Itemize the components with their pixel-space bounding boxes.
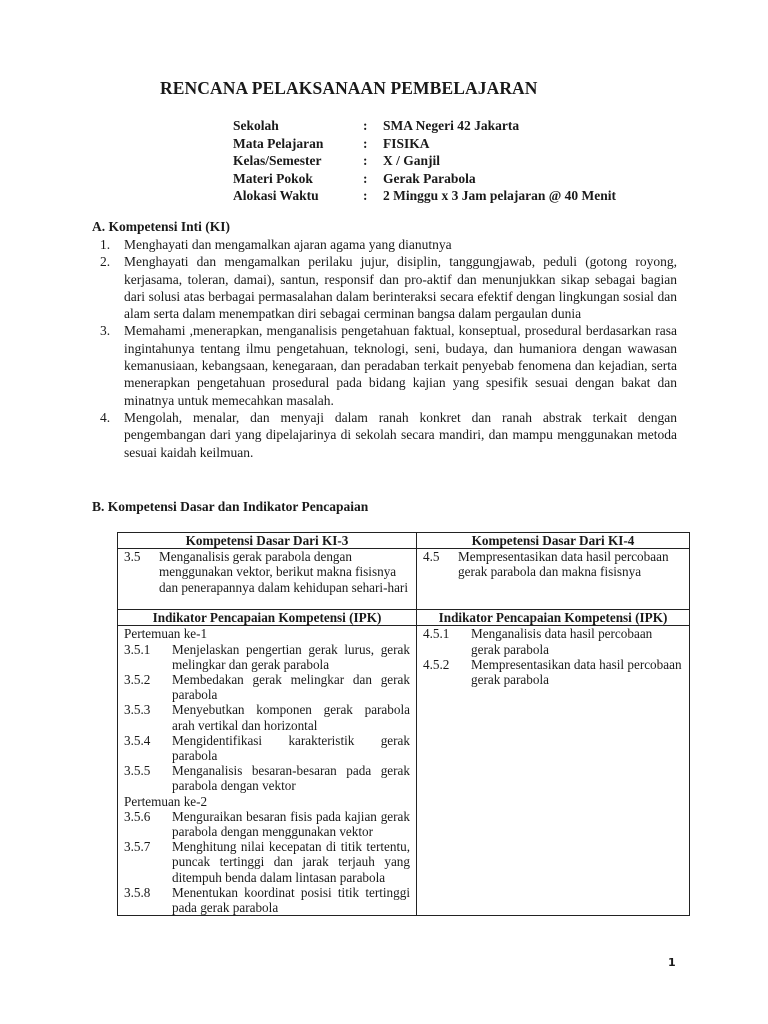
ipk-item xyxy=(423,657,683,687)
ipk-item xyxy=(124,733,410,763)
ipk4-cell xyxy=(417,626,690,916)
ipk-item xyxy=(124,672,410,702)
ki-text: Menghayati dan mengamalkan ajaran agama yang dianutnya xyxy=(124,237,452,252)
meta-colon: : xyxy=(363,170,368,186)
page-number: 1 xyxy=(668,956,676,969)
meta-label: Kelas/Semester xyxy=(233,153,322,169)
ki-number: 4. xyxy=(100,409,111,425)
meta-colon: : xyxy=(363,118,368,133)
kd3-cell xyxy=(118,549,417,610)
meta-colon: : xyxy=(363,135,368,151)
ipk-item xyxy=(124,642,410,672)
document-title: RENCANA PELAKSANAAN PEMBELAJARAN xyxy=(160,78,538,98)
ki-text: Memahami ,menerapkan, menganalisis pengetahuan faktual, konseptual, prosedural berdasarkan rasa ingintahunya tentang ilmu pengetahuan, teknologi, seni, budaya, dan humaniora dengan wawasan kemanusiaan, kebangsaan, kenegaraan, dan peradaban terkait penyebab fenomena dan kejadian, serta menerapkan pengetahuan prosedural pada bidang kajian yang spesifik sesuai dengan bakat dan minatnya untuk memecahkan masalah. xyxy=(124,323,677,408)
ki-item xyxy=(100,322,677,408)
document-meta xyxy=(233,117,616,205)
ipk-item xyxy=(423,626,683,656)
ki-list xyxy=(100,236,677,461)
meta-label: Materi Pokok xyxy=(233,170,313,186)
meta-label: Mata Pelajaran xyxy=(233,135,324,151)
ipk-item xyxy=(124,809,410,839)
kd-text: Mempresentasikan data hasil percobaan gerak parabola dan makna fisisnya xyxy=(458,549,669,580)
meta-value: X / Ganjil xyxy=(383,153,441,169)
ipk-item xyxy=(124,839,410,885)
ipk-text: Menganalisis data hasil percobaan gerak parabola xyxy=(471,626,653,657)
meeting-label: Pertemuan ke-1 xyxy=(124,626,208,642)
kd3-header: Kompetensi Dasar Dari KI-3 xyxy=(118,533,417,549)
meta-row-class xyxy=(233,152,616,170)
ipk-text: Membedakan gerak melingkar dan gerak parabola xyxy=(172,672,410,703)
ipk-header-row xyxy=(118,610,690,626)
kd3-item xyxy=(124,549,410,595)
ipk-number: 3.5.8 xyxy=(124,884,151,900)
ki-number: 1. xyxy=(100,237,111,252)
ipk-number: 3.5.1 xyxy=(124,641,151,657)
meta-row-subject xyxy=(233,135,616,153)
kd-number: 3.5 xyxy=(124,549,141,565)
meta-value: SMA Negeri 42 Jakarta xyxy=(383,118,520,133)
ki-number: 2. xyxy=(100,254,111,270)
ipk-item xyxy=(124,885,410,915)
ipk-number: 3.5.4 xyxy=(124,732,151,748)
ipk-number: 3.5.5 xyxy=(124,763,151,779)
ipk-text: Menyebutkan komponen gerak parabola arah vertikal dan horizontal xyxy=(172,702,410,733)
section-b-heading: B. Kompetensi Dasar dan Indikator Pencapaian xyxy=(92,499,369,514)
ipk-content-row xyxy=(118,626,690,916)
ki-item xyxy=(100,253,677,322)
ki-number: 3. xyxy=(100,323,111,339)
meta-label: Alokasi Waktu xyxy=(233,188,319,204)
kd4-header: Kompetensi Dasar Dari KI-4 xyxy=(417,533,690,549)
section-a-heading: A. Kompetensi Inti (KI) xyxy=(92,219,230,234)
meta-value: FISIKA xyxy=(383,135,430,151)
ki-text: Menghayati dan mengamalkan perilaku jujur, disiplin, tanggungjawab, peduli (gotong royong, kerjasama, toleran, damai), santun, responsif dan pro-aktif dan menunjukkan sikap sebagai bagian dari solusi atas berbagai permasalahan dalam berinteraksi secara efektif dengan lingkungan sosial dan alam serta dalam menempatkan diri sebagai cerminan bangsa dalam pergaulan dunia xyxy=(124,254,677,322)
meta-label: Sekolah xyxy=(233,118,279,133)
ki-item xyxy=(100,236,677,253)
kd-text: Menganalisis gerak parabola dengan menggunakan vektor, berikut makna fisisnya dan penerapannya dalam kehidupan sehari-hari xyxy=(159,549,408,595)
kd-content-row xyxy=(118,549,690,610)
meta-value: 2 Minggu x 3 Jam pelajaran @ 40 Menit xyxy=(383,188,617,204)
ipk-number: 3.5.7 xyxy=(124,839,151,855)
kd4-cell xyxy=(417,549,690,610)
ipk-item xyxy=(124,702,410,732)
meta-row-time xyxy=(233,187,616,205)
competency-table xyxy=(117,532,690,916)
meta-colon: : xyxy=(363,188,368,204)
meeting-label: Pertemuan ke-2 xyxy=(124,793,208,809)
ipk-text: Menghitung nilai kecepatan di titik tertentu, puncak tertinggi dan jarak terjauh yang ditempuh benda dalam lintasan parabola xyxy=(172,839,410,885)
ipk-number: 3.5.6 xyxy=(124,808,151,824)
ipk-text: Menentukan koordinat posisi titik tertinggi pada gerak parabola xyxy=(172,884,410,916)
ipk-number: 3.5.2 xyxy=(124,672,151,688)
ipk-text: Mengidentifikasi karakteristik gerak parabola xyxy=(172,732,410,764)
ipk-text: Menjelaskan pengertian gerak lurus, gerak melingkar dan gerak parabola xyxy=(172,641,410,672)
ipk-text: Menguraikan besaran fisis pada kajian gerak parabola dengan menggunakan vektor xyxy=(172,808,410,840)
ipk-number: 4.5.2 xyxy=(423,656,450,672)
ipk-text: Menganalisis besaran-besaran pada gerak parabola dengan vektor xyxy=(172,763,410,794)
ipk-text: Mempresentasikan data hasil percobaan gerak parabola xyxy=(471,656,682,688)
ipk-item xyxy=(124,763,410,793)
ki-text: Mengolah, menalar, dan menyaji dalam ranah konkret dan ranah abstrak terkait dengan pengembangan dari yang dipelajarinya di sekolah secara mandiri, dan mampu menggunakan metoda sesuai kaidah keilmuan. xyxy=(124,409,677,460)
kd-header-row xyxy=(118,533,690,549)
kd4-item xyxy=(423,549,683,579)
meta-row-school xyxy=(233,117,616,135)
ipk-number: 4.5.1 xyxy=(423,626,450,642)
ipk3-header: Indikator Pencapaian Kompetensi (IPK) xyxy=(118,610,417,626)
meta-row-topic xyxy=(233,170,616,188)
ipk3-cell xyxy=(118,626,417,916)
meta-colon: : xyxy=(363,153,368,169)
ki-item xyxy=(100,409,677,461)
ipk-number: 3.5.3 xyxy=(124,702,151,718)
ipk4-header: Indikator Pencapaian Kompetensi (IPK) xyxy=(417,610,690,626)
kd-number: 4.5 xyxy=(423,549,440,565)
meta-value: Gerak Parabola xyxy=(383,170,476,186)
